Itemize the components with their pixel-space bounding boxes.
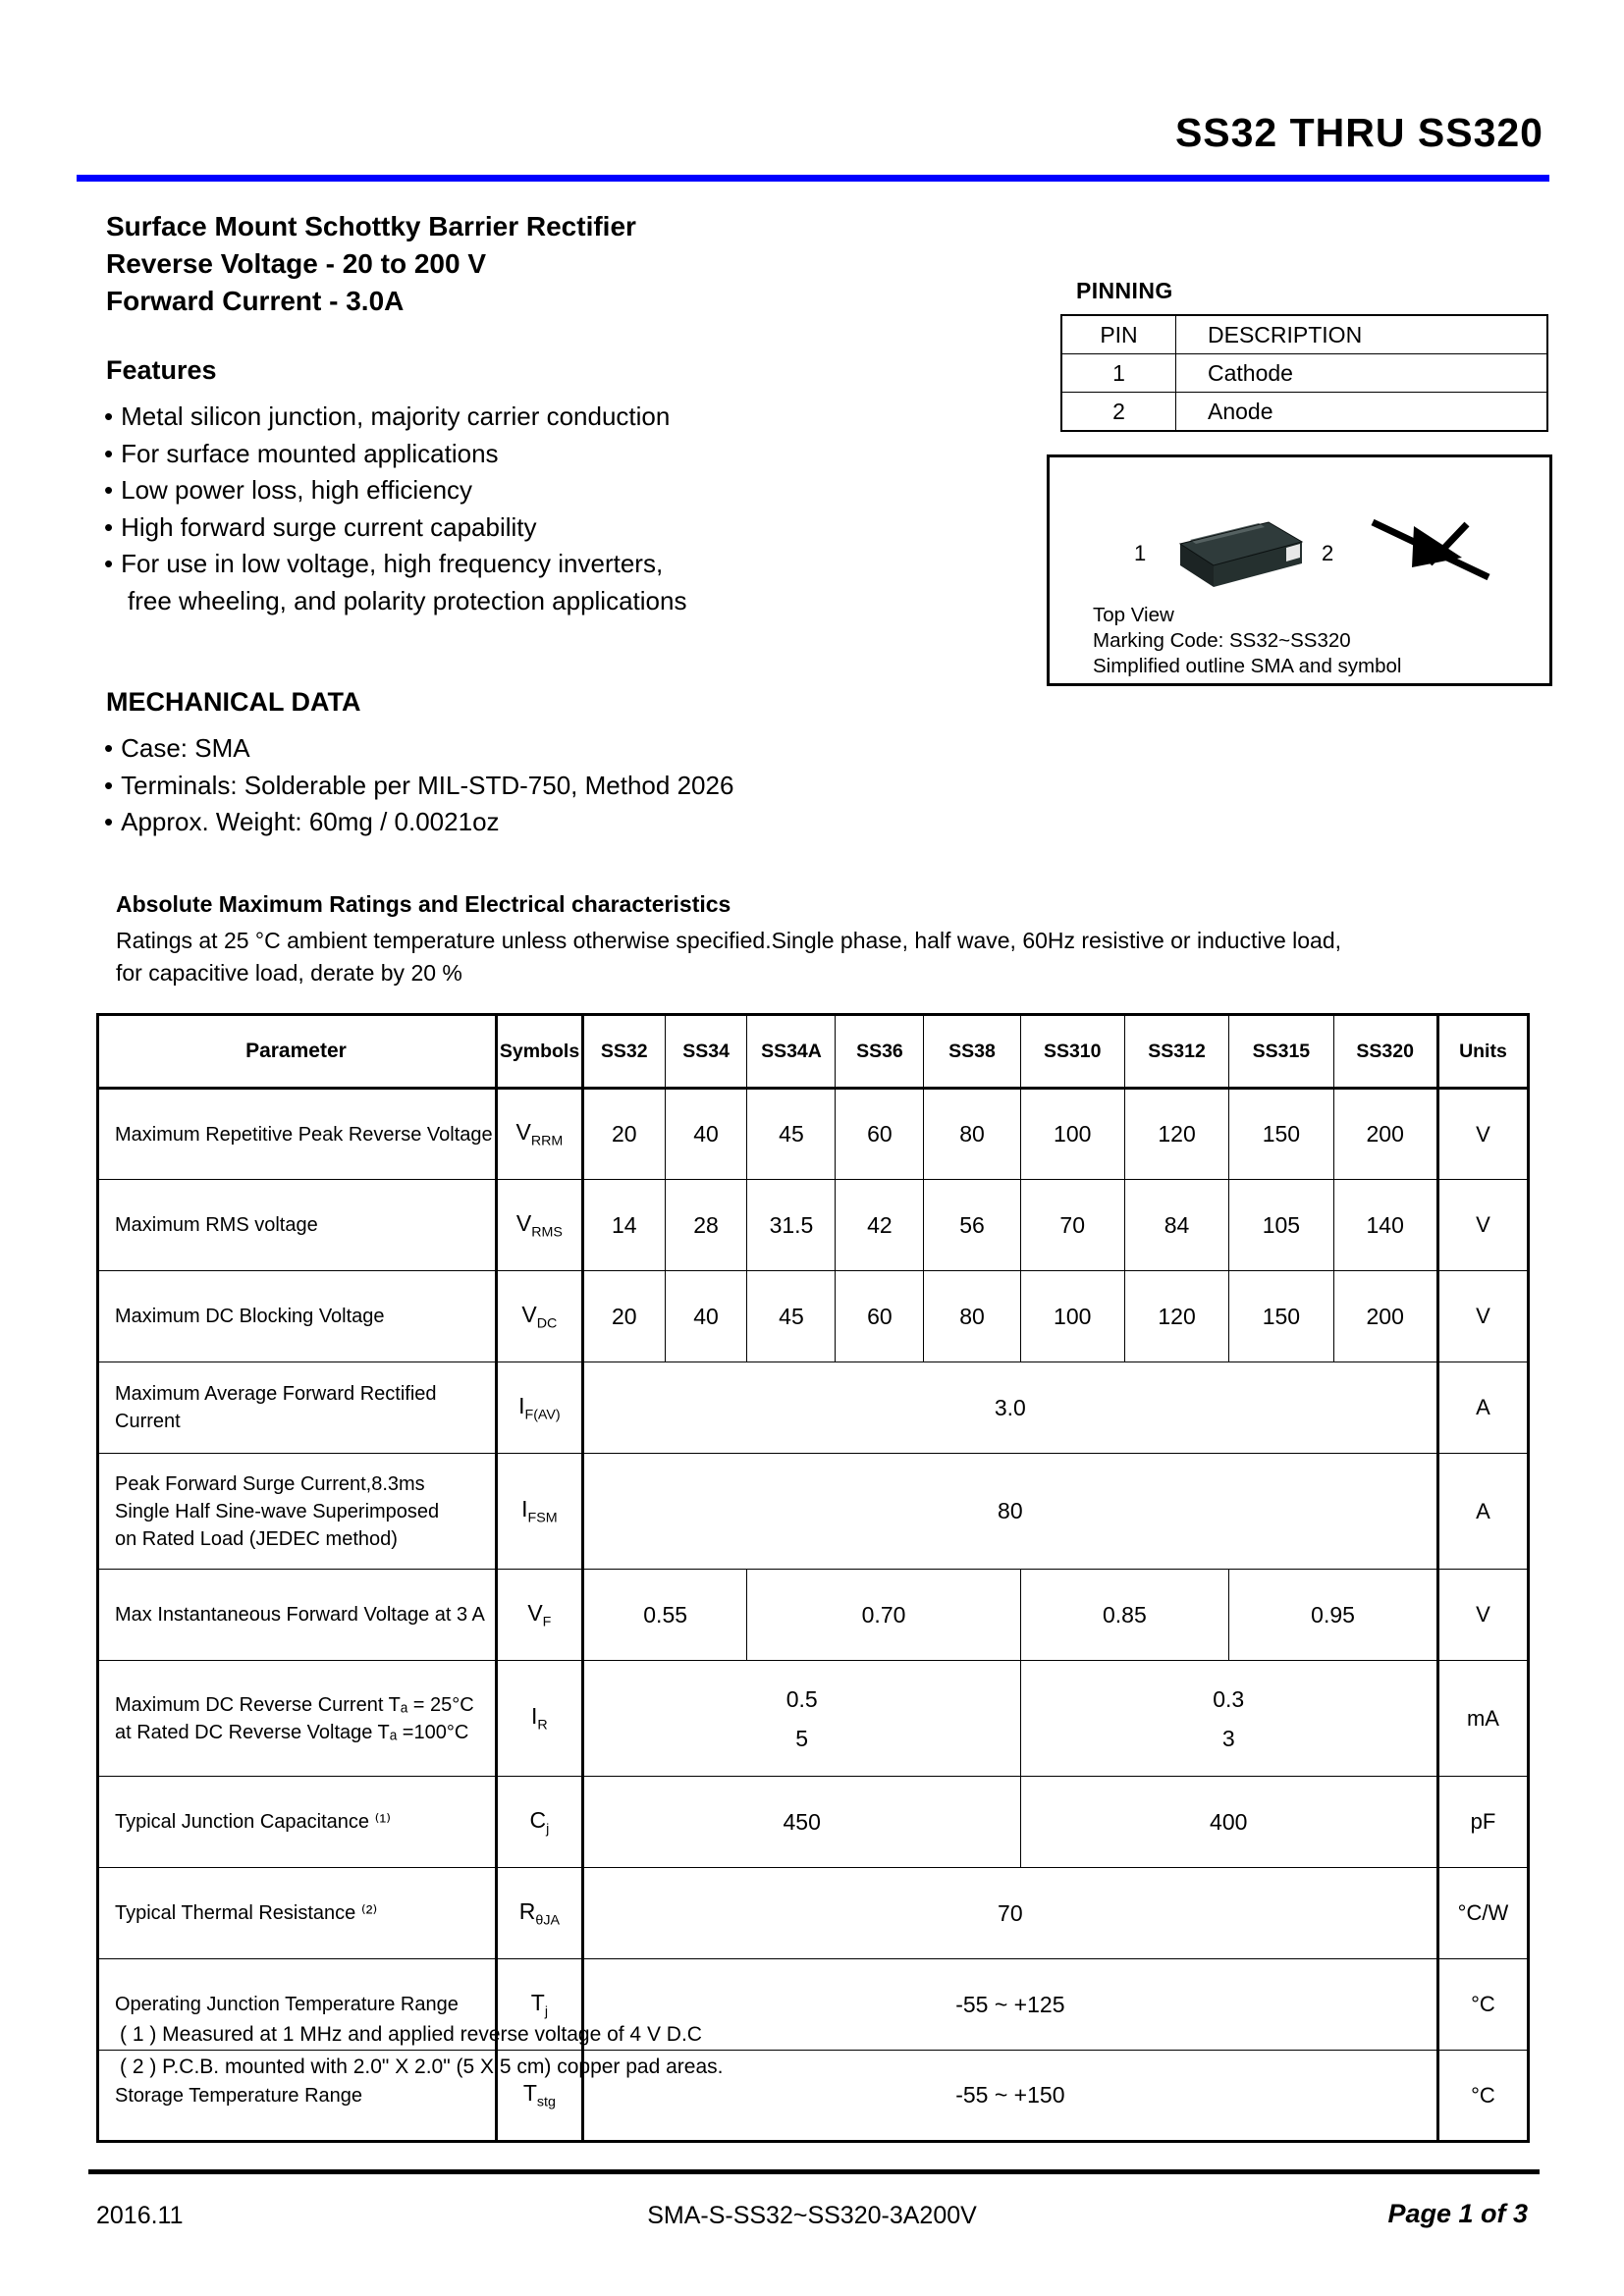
row-units: V bbox=[1437, 1089, 1528, 1180]
product-summary-line: Forward Current - 3.0A bbox=[106, 286, 405, 316]
row-value: 105 bbox=[1229, 1180, 1333, 1271]
bullet-icon: • bbox=[104, 733, 114, 763]
row-parameter: Peak Forward Surge Current,8.3ms Single Half Sine-wave Superimposed on Rated Load (JEDEC method) bbox=[98, 1454, 497, 1570]
ratings-heading: Absolute Maximum Ratings and Electrical characteristics bbox=[116, 891, 731, 917]
row-parameter: Maximum Repetitive Peak Reverse Voltage bbox=[98, 1089, 497, 1180]
symbol-main: T bbox=[530, 1989, 545, 2015]
ratings-note-line: Ratings at 25 °C ambient temperature unless otherwise specified.Single phase, half wave, 60Hz resistive or inductive load, bbox=[116, 928, 1342, 953]
page-title: SS32 THRU SS320 bbox=[1174, 110, 1543, 155]
column-header-ss36: SS36 bbox=[836, 1015, 924, 1089]
row-value: 100 bbox=[1020, 1271, 1124, 1362]
row-units: V bbox=[1437, 1180, 1528, 1271]
column-header-ss38: SS38 bbox=[924, 1015, 1020, 1089]
row-value: 40 bbox=[665, 1271, 747, 1362]
symbol-sub: RRM bbox=[530, 1133, 564, 1149]
table-row bbox=[1061, 393, 1547, 432]
table-row bbox=[98, 1868, 1529, 1959]
list-item bbox=[104, 472, 968, 509]
row-parameter: Max Instantaneous Forward Voltage at 3 A bbox=[98, 1570, 497, 1661]
row-value: 40 bbox=[665, 1089, 747, 1180]
row-value-merged: 400 bbox=[1020, 1777, 1437, 1868]
symbol-main: I bbox=[518, 1392, 525, 1418]
row-symbol bbox=[496, 1362, 582, 1454]
bullet-icon: • bbox=[104, 438, 114, 468]
row-value: 80 bbox=[924, 1089, 1020, 1180]
row-value: 150 bbox=[1229, 1271, 1333, 1362]
column-header-ss320: SS320 bbox=[1333, 1015, 1437, 1089]
row-symbol bbox=[496, 1868, 582, 1959]
column-header-symbols: Symbols bbox=[496, 1015, 582, 1089]
column-header-ss315: SS315 bbox=[1229, 1015, 1333, 1089]
pinning-cell-description: Anode bbox=[1176, 393, 1548, 432]
row-parameter: Maximum DC Reverse Current Tₐ = 25°C at Rated DC Reverse Voltage Tₐ =100°C bbox=[98, 1661, 497, 1777]
symbol-main: V bbox=[515, 1209, 532, 1236]
symbol-sub: F(AV) bbox=[524, 1407, 561, 1423]
bullet-icon: • bbox=[104, 770, 114, 800]
footnote-item: ( 1 ) Measured at 1 MHz and applied reverse voltage of 4 V D.C bbox=[120, 2023, 702, 2046]
table-row bbox=[98, 1777, 1529, 1868]
table-row bbox=[98, 1661, 1529, 1777]
row-parameter: Maximum DC Blocking Voltage bbox=[98, 1271, 497, 1362]
row-value: 20 bbox=[582, 1089, 665, 1180]
row-parameter: Storage Temperature Range bbox=[98, 2051, 497, 2142]
table-row bbox=[98, 1089, 1529, 1180]
bullet-icon: • bbox=[104, 475, 114, 505]
symbol-sub: j bbox=[544, 2003, 548, 2020]
row-value-merged: -55 ~ +150 bbox=[582, 2051, 1437, 2142]
symbol-main: R bbox=[518, 1897, 536, 1924]
diode-symbol-icon bbox=[1369, 512, 1496, 591]
bullet-icon: • bbox=[104, 401, 114, 431]
row-units: °C/W bbox=[1437, 1868, 1528, 1959]
mechanical-data-list bbox=[104, 730, 988, 841]
list-item bbox=[104, 768, 988, 805]
column-header-ss34a: SS34A bbox=[747, 1015, 836, 1089]
row-value-merged: 450 bbox=[582, 1777, 1020, 1868]
package-outline-box bbox=[1047, 454, 1552, 686]
table-row bbox=[98, 1180, 1529, 1271]
row-value: 42 bbox=[836, 1180, 924, 1271]
list-item bbox=[104, 436, 968, 473]
row-value: 100 bbox=[1020, 1089, 1124, 1180]
package-pin2-label: 2 bbox=[1322, 541, 1334, 565]
row-value-merged: -55 ~ +125 bbox=[582, 1959, 1437, 2051]
symbol-sub: θJA bbox=[535, 1912, 560, 1929]
row-value-merged: 0.55 bbox=[582, 1570, 747, 1661]
pinning-table bbox=[1060, 314, 1548, 432]
symbol-main: C bbox=[529, 1806, 547, 1833]
row-units: °C bbox=[1437, 2051, 1528, 2142]
pinning-heading: PINNING bbox=[1076, 278, 1173, 303]
pinning-cell-description: Cathode bbox=[1176, 354, 1548, 393]
row-symbol bbox=[496, 1570, 582, 1661]
row-units: pF bbox=[1437, 1777, 1528, 1868]
row-parameter: Operating Junction Temperature Range bbox=[98, 1959, 497, 2051]
symbol-main: I bbox=[521, 1496, 528, 1522]
table-row bbox=[1061, 315, 1547, 354]
pinning-header-description: DESCRIPTION bbox=[1176, 315, 1548, 354]
row-value: 150 bbox=[1229, 1089, 1333, 1180]
package-caption-line: Simplified outline SMA and symbol bbox=[1093, 655, 1402, 677]
row-value-merged: 0.5 5 bbox=[582, 1661, 1020, 1777]
row-parameter: Typical Thermal Resistance ⁽²⁾ bbox=[98, 1868, 497, 1959]
footnote-item: ( 2 ) P.C.B. mounted with 2.0" X 2.0" (5 X 5 cm) copper pad areas. bbox=[120, 2056, 724, 2078]
sma-package-icon bbox=[1163, 514, 1310, 598]
row-value: 200 bbox=[1333, 1271, 1437, 1362]
table-row bbox=[98, 1454, 1529, 1570]
row-symbol bbox=[496, 1180, 582, 1271]
symbol-sub: R bbox=[537, 1717, 548, 1734]
row-value-merged: 0.3 3 bbox=[1020, 1661, 1437, 1777]
row-value: 60 bbox=[836, 1271, 924, 1362]
footer-page-number: Page 1 of 3 bbox=[1387, 2199, 1528, 2228]
product-summary-line: Surface Mount Schottky Barrier Rectifier bbox=[106, 211, 636, 241]
row-parameter: Maximum RMS voltage bbox=[98, 1180, 497, 1271]
list-item-label: Case: SMA bbox=[121, 733, 250, 763]
row-value: 60 bbox=[836, 1089, 924, 1180]
row-units: mA bbox=[1437, 1661, 1528, 1777]
row-symbol bbox=[496, 1661, 582, 1777]
list-item-label: Metal silicon junction, majority carrier conduction bbox=[121, 401, 671, 431]
row-value: 20 bbox=[582, 1271, 665, 1362]
row-value-merged: 0.70 bbox=[747, 1570, 1020, 1661]
bullet-icon: • bbox=[104, 549, 114, 578]
symbol-sub: j bbox=[546, 1821, 550, 1838]
row-units: A bbox=[1437, 1362, 1528, 1454]
column-header-ss32: SS32 bbox=[582, 1015, 665, 1089]
column-header-units: Units bbox=[1437, 1015, 1528, 1089]
list-item bbox=[104, 546, 968, 583]
table-header-row bbox=[98, 1015, 1529, 1089]
list-item-label: Approx. Weight: 60mg / 0.0021oz bbox=[121, 807, 500, 836]
symbol-main: I bbox=[531, 1703, 538, 1730]
row-value: 84 bbox=[1124, 1180, 1228, 1271]
row-value: 200 bbox=[1333, 1089, 1437, 1180]
row-symbol bbox=[496, 1271, 582, 1362]
row-value: 28 bbox=[665, 1180, 747, 1271]
product-summary-line: Reverse Voltage - 20 to 200 V bbox=[106, 248, 486, 279]
row-value: 80 bbox=[924, 1271, 1020, 1362]
row-value: 120 bbox=[1124, 1271, 1228, 1362]
pinning-header-pin: PIN bbox=[1061, 315, 1176, 354]
row-value-merged: 3.0 bbox=[582, 1362, 1437, 1454]
ratings-note bbox=[116, 925, 1510, 989]
row-symbol bbox=[496, 1777, 582, 1868]
ratings-note-line: for capacitive load, derate by 20 % bbox=[116, 960, 462, 986]
row-value: 45 bbox=[747, 1089, 836, 1180]
features-list bbox=[104, 399, 968, 619]
table-row bbox=[98, 1362, 1529, 1454]
symbol-main: V bbox=[527, 1599, 543, 1626]
row-value: 140 bbox=[1333, 1180, 1437, 1271]
package-caption-line: Top View bbox=[1093, 604, 1174, 626]
row-value-merged: 70 bbox=[582, 1868, 1437, 1959]
list-item-continuation: free wheeling, and polarity protection applications bbox=[128, 585, 687, 615]
row-units: A bbox=[1437, 1454, 1528, 1570]
column-header-ss312: SS312 bbox=[1124, 1015, 1228, 1089]
mechanical-data-heading: MECHANICAL DATA bbox=[106, 687, 361, 717]
list-item bbox=[104, 730, 988, 768]
list-item bbox=[104, 509, 968, 547]
footer-date: 2016.11 bbox=[96, 2202, 184, 2229]
bullet-icon: • bbox=[104, 511, 114, 542]
list-item bbox=[104, 399, 968, 436]
footnotes bbox=[120, 2018, 724, 2083]
pinning-cell-pin: 1 bbox=[1061, 354, 1176, 393]
row-units: V bbox=[1437, 1271, 1528, 1362]
row-symbol bbox=[496, 1454, 582, 1570]
symbol-sub: RMS bbox=[531, 1224, 563, 1241]
list-item bbox=[104, 804, 988, 841]
features-heading: Features bbox=[106, 355, 217, 385]
package-caption bbox=[1093, 603, 1402, 679]
package-caption-line: Marking Code: SS32~SS320 bbox=[1093, 629, 1351, 652]
row-value: 120 bbox=[1124, 1089, 1228, 1180]
column-header-ss34: SS34 bbox=[665, 1015, 747, 1089]
row-parameter: Typical Junction Capacitance ⁽¹⁾ bbox=[98, 1777, 497, 1868]
row-value-merged: 80 bbox=[582, 1454, 1437, 1570]
ratings-table bbox=[96, 1013, 1530, 2143]
row-value: 14 bbox=[582, 1180, 665, 1271]
symbol-main: V bbox=[521, 1301, 537, 1327]
column-header-parameter: Parameter bbox=[98, 1015, 497, 1089]
symbol-sub: FSM bbox=[527, 1510, 558, 1526]
symbol-sub: DC bbox=[536, 1315, 558, 1332]
row-symbol bbox=[496, 1089, 582, 1180]
list-item-label: For use in low voltage, high frequency inverters, bbox=[121, 549, 664, 578]
table-row bbox=[98, 1271, 1529, 1362]
list-item-label: Terminals: Solderable per MIL-STD-750, Method 2026 bbox=[121, 770, 734, 800]
symbol-main: V bbox=[515, 1119, 531, 1146]
list-item-label: Low power loss, high efficiency bbox=[121, 475, 473, 505]
row-units: V bbox=[1437, 1570, 1528, 1661]
header-divider bbox=[77, 175, 1549, 182]
list-item-label: For surface mounted applications bbox=[121, 438, 499, 468]
column-header-ss310: SS310 bbox=[1020, 1015, 1124, 1089]
bullet-icon: • bbox=[104, 807, 114, 836]
row-value: 31.5 bbox=[747, 1180, 836, 1271]
product-summary bbox=[106, 208, 931, 320]
row-parameter: Maximum Average Forward Rectified Current bbox=[98, 1362, 497, 1454]
table-row bbox=[1061, 354, 1547, 393]
row-units: °C bbox=[1437, 1959, 1528, 2051]
list-item-label: High forward surge current capability bbox=[121, 511, 537, 542]
table-row bbox=[98, 1570, 1529, 1661]
symbol-main: T bbox=[522, 2080, 537, 2107]
row-value: 56 bbox=[924, 1180, 1020, 1271]
symbol-sub: stg bbox=[536, 2094, 556, 2110]
footer-divider bbox=[88, 2169, 1540, 2174]
symbol-sub: F bbox=[542, 1614, 552, 1630]
row-value: 70 bbox=[1020, 1180, 1124, 1271]
row-value-merged: 0.95 bbox=[1229, 1570, 1438, 1661]
footer-part-code: SMA-S-SS32~SS320-3A200V bbox=[647, 2202, 977, 2229]
pinning-cell-pin: 2 bbox=[1061, 393, 1176, 432]
row-value: 45 bbox=[747, 1271, 836, 1362]
package-pin1-label: 1 bbox=[1134, 541, 1147, 565]
row-value-merged: 0.85 bbox=[1020, 1570, 1229, 1661]
